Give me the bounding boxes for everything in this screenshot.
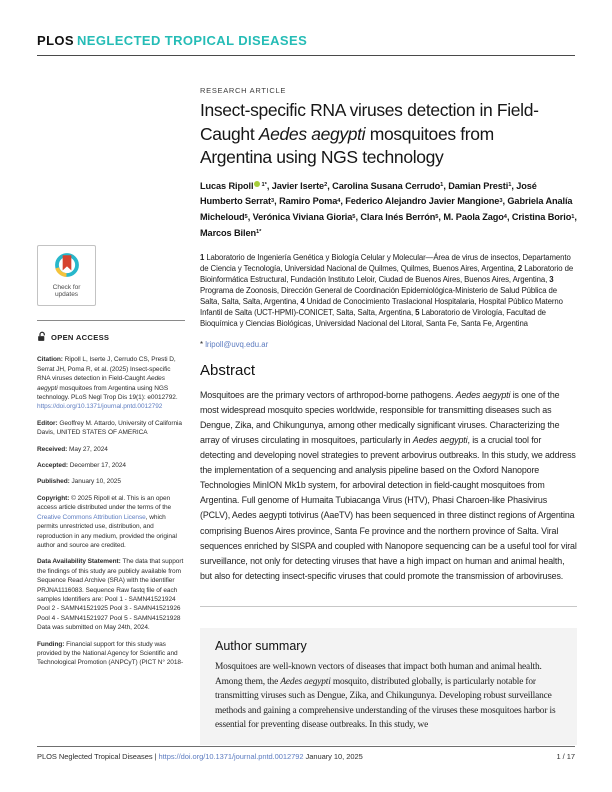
article-main xyxy=(200,86,577,745)
article-meta-sidebar xyxy=(37,245,185,675)
footer-rule xyxy=(37,746,575,747)
open-lock-icon xyxy=(37,331,47,344)
footer-citation: PLOS Neglected Tropical Diseases | https://doi.org/10.1371/journal.pntd.0012792 January 10, 2025 xyxy=(37,752,363,761)
open-access-label: OPEN ACCESS xyxy=(51,333,110,342)
affiliation-list: 1 Laboratorio de Ingeniería Genética y Biología Celular y Molecular—Área de virus de insectos, Departamento de Ciencia y Tecnología, Universidad Nacional de Quilmes, Quilmes, Buenos Aires, Argentina, 2 Laboratorio de Bioinformática Estructural, Fundación Instituto Leloir, Ciudad de Buenos Aires, Buenos Aires, Argentina, 3 Programa de Zoonosis, Dirección General de Coordinación Epidemiológica-Ministerio de Salud Pública de Salta, Salta, Salta, Argentina, 4 Unidad de Conocimiento Traslacional Hospitalaria, Hospital Público Materno Infantil de Salta (UCT-HPMI)-CONICET, Salta, Salta, Argentina, 5 Laboratorio de Virología, Facultad de Bioquímica y Ciencias Biológicas, Universidad Nacional del Litoral, Santa Fe, Santa Fe, Argentina xyxy=(200,252,574,328)
sidebar-rule xyxy=(37,320,185,321)
inline-link[interactable]: lripoll@uvq.edu.ar xyxy=(205,339,269,349)
author-summary-heading: Author summary xyxy=(215,638,307,653)
author-list: Lucas Ripoll $^{1*}$, Javier Iserte$^2$, Carolina Susana Cerrudo$^1$, Damian Presti$^1$, José Humberto Serrat$^3$, Ramiro Poma$^4$, Federico Alejandro Javier Mangione$^3$, Gabriela Analía Micheloud$^5$, Verónica Viviana Gioria$^5$, Clara Inés Berrón$^5$, M. Paola Zago$^4$, Cristina Borio$^1$, Marcos Bilen$^{1*}$ xyxy=(200,180,577,238)
received-note: Received: May 27, 2024 xyxy=(37,445,108,453)
badge-label: Check for updates xyxy=(52,283,81,299)
citation-note: Citation: Ripoll L, Iserte J, Cerrudo CS, Presti D, Serrat JH, Poma R, et al. (2025) Insect-specific RNA viruses detection in Field-Caught Aedes aegypti mosquitoes from Argentina using NGS technology. PLoS Negl Trop Dis 19(1): e0012792. https://doi.org/10.1371/journal.pntd.0012792 xyxy=(37,356,178,411)
inline-link[interactable]: https://doi.org/10.1371/journal.pntd.0012792 xyxy=(37,403,163,411)
funding-note: Funding: Financial support for this study was provided by the National Agency for Scientific and Technological Promotion (ANPCyT) (PICT N° 2018- xyxy=(37,640,184,667)
journal-header xyxy=(37,33,575,48)
abstract-heading: Abstract xyxy=(200,361,256,379)
inline-link[interactable]: https://doi.org/10.1371/journal.pntd.0012792 xyxy=(158,752,304,761)
editor-note: Editor: Geoffrey M. Attardo, University of California Davis, UNITED STATES OF AMERICA xyxy=(37,419,182,437)
accepted-note: Accepted: December 17, 2024 xyxy=(37,462,126,470)
research-article-label: RESEARCH ARTICLE xyxy=(200,86,287,95)
data-availability-note: Data Availability Statement: The data that support the findings of this study are publicly available from Sequence Read Archive (SRA) with the identifier PRJNA1116083. Sequence Raw fastq file of each samples Identifiers are: Pool 1 - SAMN41521924 Pool 2 - SAMN41521925 Pool 3 - SAMN41521926 Pool 4 - SAMN41521927 Pool 5 - SAMN41521928 Data was submitted on May 24th, 2024. xyxy=(37,558,184,632)
copyright-note: Copyright: © 2025 Ripoll et al. This is an open access article distributed under the terms of the Creative Commons Attribution License, which permits unrestricted use, distribution, and reproduction in any medium, provided the original author and source are credited. xyxy=(37,494,177,549)
corresponding-author: * lripoll@uvq.edu.ar xyxy=(200,339,269,349)
plos-logo: PLOS xyxy=(37,33,74,48)
abstract-divider xyxy=(200,606,577,607)
author-summary-text: Mosquitoes are well-known vectors of diseases that impact both human and animal health. Among them, the Aedes aegypti mosquito, distributed globally, is particularly notable for transmitting viruses such as Dengue, Zika, and Chikungunya. Developing robust surveillance methods and gaining a comprehensive understanding of the viruses these mosquitoes harbor is essential for preventing disease outbreaks. In this study, we xyxy=(215,661,556,731)
page-footer xyxy=(37,752,575,761)
abstract-text: Mosquitoes are the primary vectors of arthropod-borne pathogens. Aedes aegypti is one of the most widespread mosquito species worldwide, responsible for transmitting diseases such as Dengue, Zika, and Chikungunya, among other medically significant viruses. Characterizing the array of viruses circulating in mosquitoes, particularly in Aedes aegypti, is a crucial tool for detecting and developing novel strategies to prevent arbovirus outbreaks. In this study, we address the implementation of a sequencing and analysis pipeline based on the Oxford Nanopore Technologies MinION Mk1b system, for arboviral detection in field-caught mosquitoes from Argentina. Full genome of Humaita Tubiacanga Virus (HTV), Phasi Charoen-like Phasivirus (PCLV), Aedes aegypti totivirus (AaeTV) has been sequenced in three distinct regions of Argentina comprising Buenos Aires province, Santa Fe province and the northern province of Salta. Viral sequences enriched by SISPA and coupled with Nanopore sequencing can be a useful tool for viral surveillance, not only for detecting viruses that have a high impact on human and animal health, but also for detecting insect-specific viruses that could promote the transmission of arboviruses. xyxy=(200,389,577,581)
journal-name: NEGLECTED TROPICAL DISEASES xyxy=(77,33,308,48)
orcid-icon[interactable] xyxy=(254,181,260,187)
crossmark-icon xyxy=(54,252,80,281)
header-rule xyxy=(37,55,575,56)
check-for-updates-badge[interactable] xyxy=(37,245,96,306)
inline-link[interactable]: Creative Commons Attribution License xyxy=(37,513,146,521)
published-note: Published: January 10, 2025 xyxy=(37,478,121,486)
author-summary-box xyxy=(200,628,577,745)
article-title: Insect-specific RNA viruses detection in Field- Caught Aedes aegypti mosquitoes from Argentina using NGS technology xyxy=(200,100,539,167)
page-number: 1 / 17 xyxy=(556,752,575,761)
